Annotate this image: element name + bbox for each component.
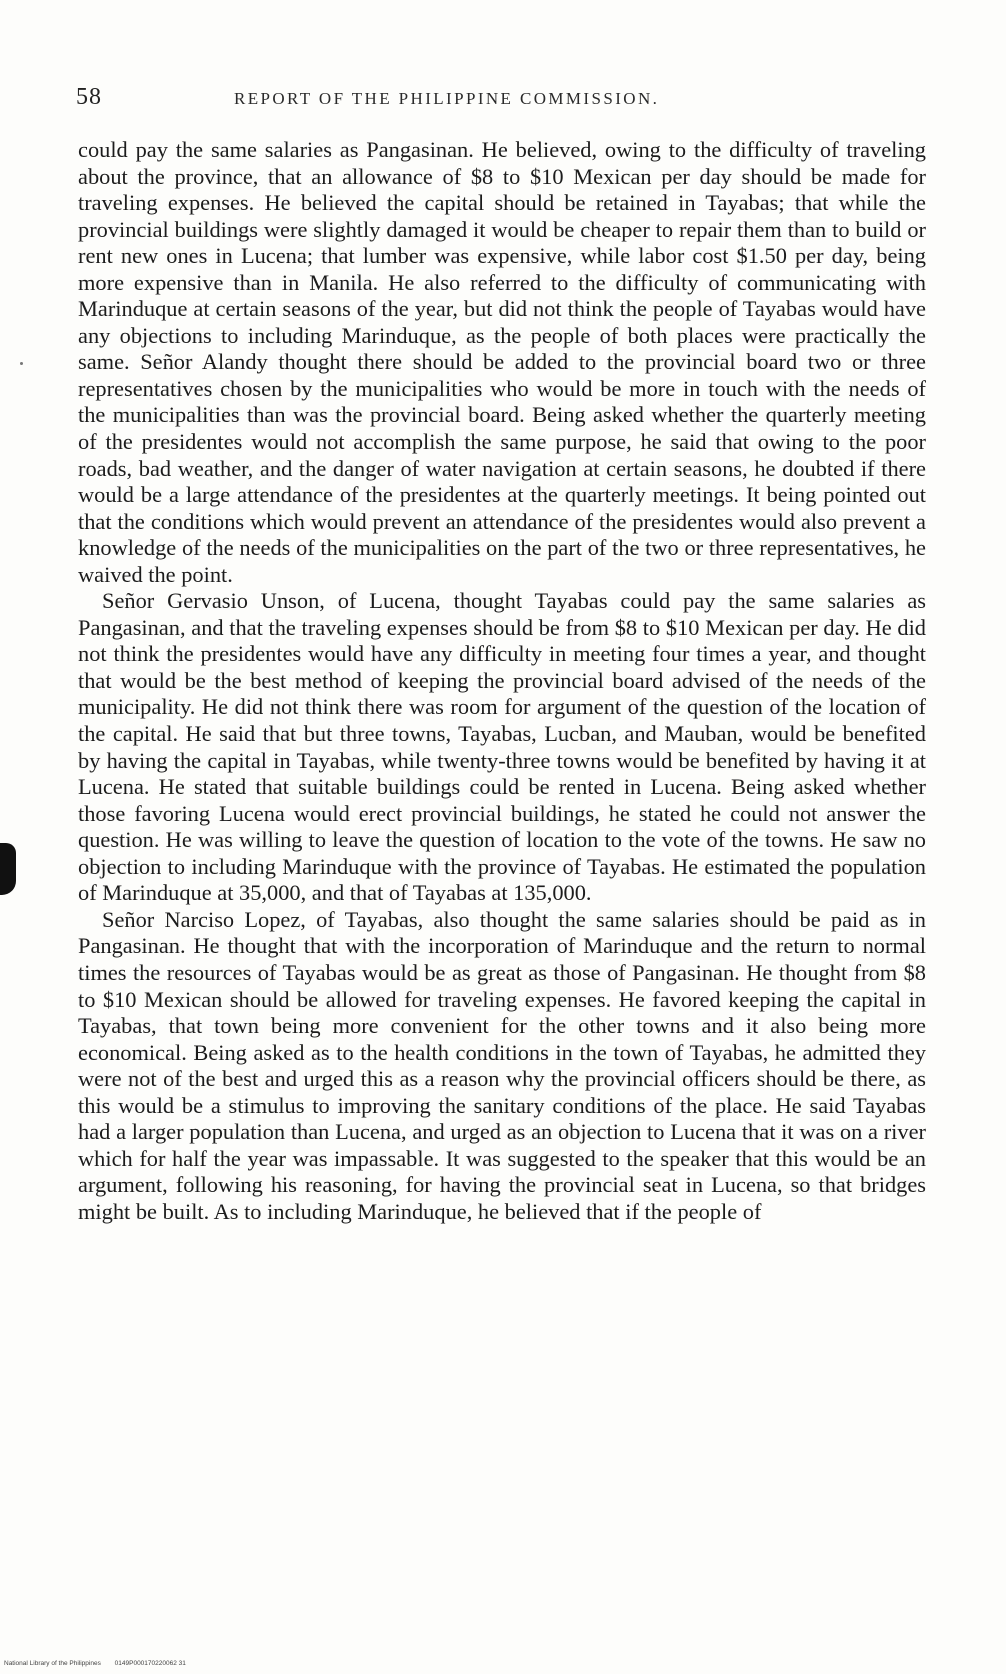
- paragraph-unson: Señor Gervasio Unson, of Lucena, thought Tayabas could pay the same salaries as Pangasinan, and that the traveling expenses should be from $8 to $10 Mexican per day. He did not think the presidentes would have any difficulty in meeting four times a year, and thought that would be the best method of keeping the provincial board advised of the needs of the municipality. He did not think there was room for argument of the question of the location of the capital. He said that but three towns, Tayabas, Lucban, and Mauban, would be benefited by having the capital in Tayabas, while twenty-three towns would be benefited by having it at Lucena. He stated that suitable buildings could be rented in Lucena. Being asked whether those favoring Lucena would erect provincial buildings, he stated he could not answer the question. He was willing to leave the question of location to the vote of the towns. He saw no objection to including Marinduque with the province of Tayabas. He estimated the population of Marinduque at 35,000, and that of Tayabas at 135,000.: [78, 588, 926, 906]
- margin-speck: [20, 362, 23, 365]
- paragraph-lopez: Señor Narciso Lopez, of Tayabas, also thought the same salaries should be paid as in Pangasinan. He thought that with the incorporation of Marinduque and the return to normal times the resources of Tayabas would be as great as those of Pangasinan. He thought from $8 to $10 Mexican should be allowed for traveling expenses. He favored keeping the capital in Tayabas, that town being more convenient for the other towns and it also being more economical. Being asked as to the health conditions in the town of Tayabas, he admitted they were not of the best and urged this as a reason why the provincial officers should be there, as this would be a stimulus to improving the sanitary conditions of the place. He said Tayabas had a larger population than Lucena, and urged as an objection to Lucena that it was on a river which for half the year was impassable. It was suggested to the speaker that this would be an argument, following his reasoning, for having the provincial seat in Lucena, so that bridges might be built. As to including Marinduque, he believed that if the people of: [78, 906, 926, 1224]
- running-head: REPORT OF THE PHILIPPINE COMMISSION.: [234, 89, 660, 108]
- margin-ink-blot: [0, 843, 16, 895]
- page-number: 58: [76, 84, 102, 110]
- footer-library: National Library of the Philippines: [4, 1660, 101, 1667]
- footer-identifier: 0149P000170220062 31: [114, 1660, 186, 1667]
- body-text: [78, 137, 926, 1225]
- paragraph-continuation: could pay the same salaries as Pangasinan. He believed, owing to the difficulty of traveling about the province, that an allowance of $8 to $10 Mexican per day should be made for traveling expenses. He believed the capital should be retained in Tayabas; that while the provincial buildings were slightly damaged it would be cheaper to repair them than to build or rent new ones in Lucena; that lumber was expensive, while labor cost $1.50 per day, being more expensive than in Manila. He also referred to the difficulty of communicating with Marinduque at certain seasons of the year, but did not think the people of Tayabas would have any objections to including Marinduque, as the people of both places were practically the same. Señor Alandy thought there should be added to the provincial board two or three representatives chosen by the municipalities who would be more in touch with the needs of the municipalities than was the provincial board. Being asked whether the quarterly meeting of the presidentes would not accomplish the same purpose, he said that owing to the poor roads, bad weather, and the danger of water navigation at certain seasons, he doubted if there would be a large attendance of the presidentes at the quarterly meetings. It being pointed out that the conditions which would prevent an attendance of the presidentes would also prevent a knowledge of the needs of the municipalities on the part of the two or three representatives, he waived the point.: [78, 137, 926, 587]
- page-header: [76, 84, 928, 114]
- scan-footer: [4, 1660, 186, 1667]
